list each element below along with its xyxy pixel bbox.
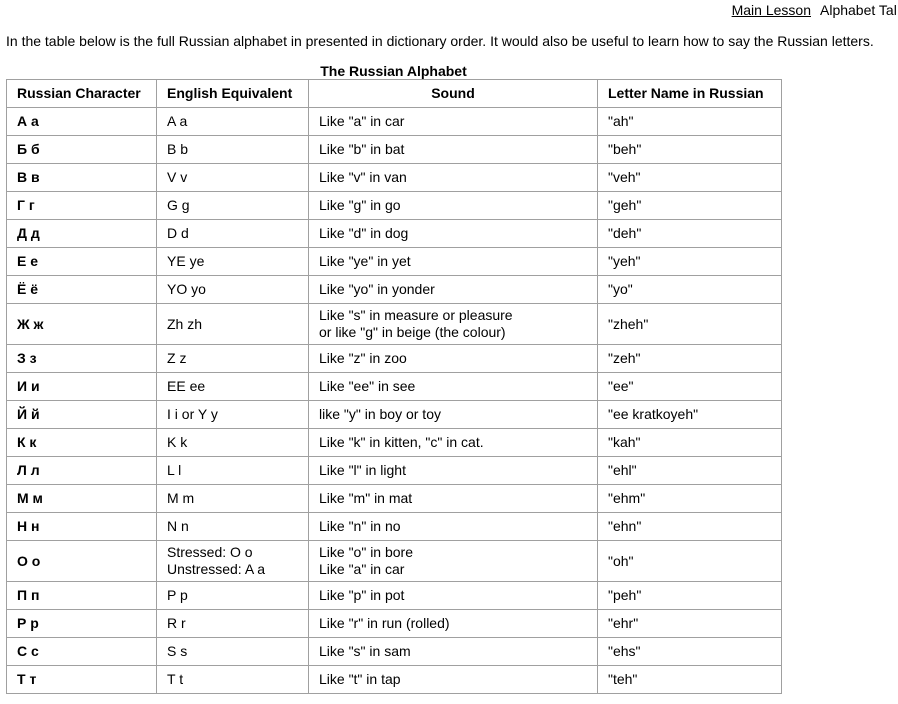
sound-text: Like "z" in zoo xyxy=(319,350,407,366)
sound-text: Like "t" in tap xyxy=(319,671,401,687)
letter-name-cell: "ehs" xyxy=(598,638,782,666)
english-equivalent-cell xyxy=(157,345,309,373)
russian-character-cell: И и xyxy=(7,373,157,401)
sound-text: Like "a" in car xyxy=(319,561,405,577)
table-row xyxy=(7,429,782,457)
letter-name-cell: "yo" xyxy=(598,276,782,304)
letter-name-cell: "teh" xyxy=(598,666,782,694)
english-equivalent-cell xyxy=(157,304,309,345)
letter-name-cell: "ehr" xyxy=(598,610,782,638)
table-header-row xyxy=(7,80,782,108)
english-equivalent-text: Stressed: O o xyxy=(167,544,253,560)
sound-text: Like "a" in car xyxy=(319,113,405,129)
table-row xyxy=(7,582,782,610)
alphabet-table-link-label: Alphabet Tal xyxy=(820,2,897,18)
sound-cell xyxy=(309,666,598,694)
sound-text: like "y" in boy or toy xyxy=(319,406,441,422)
english-equivalent-text: P p xyxy=(167,587,188,603)
english-equivalent-cell xyxy=(157,666,309,694)
english-equivalent-text: V v xyxy=(167,169,188,185)
table-row xyxy=(7,541,782,582)
english-equivalent-text: EE ee xyxy=(167,378,206,394)
sound-text: Like "r" in run (rolled) xyxy=(319,615,450,631)
english-equivalent-cell xyxy=(157,220,309,248)
table-row xyxy=(7,666,782,694)
russian-character-cell: П п xyxy=(7,582,157,610)
english-equivalent-cell xyxy=(157,401,309,429)
english-equivalent-cell xyxy=(157,513,309,541)
table-row xyxy=(7,304,782,345)
table-body xyxy=(7,108,782,694)
russian-alphabet-table xyxy=(6,79,782,694)
english-equivalent-text: Unstressed: A a xyxy=(167,561,266,577)
header-sound: Sound xyxy=(309,80,598,108)
letter-name-cell: "deh" xyxy=(598,220,782,248)
table-row xyxy=(7,248,782,276)
letter-name-cell: "yeh" xyxy=(598,248,782,276)
russian-character-cell: Т т xyxy=(7,666,157,694)
english-equivalent-cell xyxy=(157,457,309,485)
letter-name-cell: "kah" xyxy=(598,429,782,457)
english-equivalent-text: Zh zh xyxy=(167,315,203,332)
table-row xyxy=(7,457,782,485)
sound-text: Like "d" in dog xyxy=(319,225,409,241)
letter-name-cell: "zheh" xyxy=(598,304,782,345)
table-row xyxy=(7,485,782,513)
sound-cell xyxy=(309,276,598,304)
russian-character-cell: Р р xyxy=(7,610,157,638)
table-row xyxy=(7,373,782,401)
sound-text: Like "k" in kitten, "c" in cat. xyxy=(319,434,484,450)
letter-name-cell: "veh" xyxy=(598,164,782,192)
sound-cell xyxy=(309,136,598,164)
table-row xyxy=(7,276,782,304)
sound-text: Like "m" in mat xyxy=(319,490,413,506)
sound-cell xyxy=(309,513,598,541)
english-equivalent-cell xyxy=(157,164,309,192)
sound-cell xyxy=(309,192,598,220)
russian-character-cell: Й й xyxy=(7,401,157,429)
sound-cell xyxy=(309,220,598,248)
english-equivalent-cell xyxy=(157,108,309,136)
sound-cell xyxy=(309,638,598,666)
letter-name-cell: "ehn" xyxy=(598,513,782,541)
sound-cell xyxy=(309,582,598,610)
english-equivalent-text: G g xyxy=(167,197,190,213)
english-equivalent-text: T t xyxy=(167,671,184,687)
english-equivalent-text: B b xyxy=(167,141,189,157)
letter-name-cell: "beh" xyxy=(598,136,782,164)
russian-character-cell: А а xyxy=(7,108,157,136)
header-english-equivalent: English Equivalent xyxy=(157,80,309,108)
sound-text: Like "ye" in yet xyxy=(319,253,411,269)
table-caption: The Russian Alphabet xyxy=(320,63,467,79)
main-lesson-link[interactable]: Main Lesson xyxy=(731,2,811,18)
russian-character-cell: Л л xyxy=(7,457,157,485)
header-letter-name: Letter Name in Russian xyxy=(598,80,782,108)
top-navigation xyxy=(723,1,898,19)
english-equivalent-cell xyxy=(157,610,309,638)
sound-text: Like "s" in measure or pleasure xyxy=(319,307,513,323)
sound-cell xyxy=(309,248,598,276)
letter-name-cell: "ehl" xyxy=(598,457,782,485)
english-equivalent-cell xyxy=(157,136,309,164)
english-equivalent-cell xyxy=(157,638,309,666)
sound-text: Like "b" in bat xyxy=(319,141,405,157)
russian-character-cell: С с xyxy=(7,638,157,666)
english-equivalent-text: K k xyxy=(167,434,188,450)
english-equivalent-cell xyxy=(157,582,309,610)
english-equivalent-cell xyxy=(157,373,309,401)
russian-character-cell: Д д xyxy=(7,220,157,248)
russian-character-cell: О о xyxy=(7,541,157,582)
english-equivalent-text: I i or Y y xyxy=(167,406,218,422)
sound-text: Like "v" in van xyxy=(319,169,407,185)
header-russian-character: Russian Character xyxy=(7,80,157,108)
letter-name-cell: "oh" xyxy=(598,541,782,582)
russian-character-cell: Г г xyxy=(7,192,157,220)
intro-paragraph: In the table below is the full Russian alphabet in presented in dictionary order. It would also be useful to learn how to say the Russian letters. xyxy=(6,33,874,49)
sound-cell xyxy=(309,541,598,582)
letter-name-cell: "peh" xyxy=(598,582,782,610)
sound-text: Like "ee" in see xyxy=(319,378,416,394)
sound-cell xyxy=(309,485,598,513)
english-equivalent-text: S s xyxy=(167,643,188,659)
russian-character-cell: Ж ж xyxy=(7,304,157,345)
sound-text: Like "g" in go xyxy=(319,197,401,213)
sound-text: Like "l" in light xyxy=(319,462,406,478)
english-equivalent-text: D d xyxy=(167,225,189,241)
letter-name-cell: "zeh" xyxy=(598,345,782,373)
english-equivalent-text: YE ye xyxy=(167,253,205,269)
sound-cell xyxy=(309,610,598,638)
english-equivalent-cell xyxy=(157,541,309,582)
table-row xyxy=(7,513,782,541)
sound-cell xyxy=(309,401,598,429)
sound-cell xyxy=(309,108,598,136)
sound-cell xyxy=(309,345,598,373)
table-row xyxy=(7,220,782,248)
table-row xyxy=(7,638,782,666)
table-row xyxy=(7,610,782,638)
sound-text: Like "o" in bore xyxy=(319,544,413,560)
russian-character-cell: Н н xyxy=(7,513,157,541)
sound-cell xyxy=(309,164,598,192)
russian-character-cell: З з xyxy=(7,345,157,373)
english-equivalent-text: YO yo xyxy=(167,281,206,297)
sound-cell xyxy=(309,373,598,401)
sound-text: Like "s" in sam xyxy=(319,643,411,659)
sound-text: Like "p" in pot xyxy=(319,587,405,603)
sound-cell xyxy=(309,429,598,457)
table-row xyxy=(7,136,782,164)
letter-name-cell: "ee" xyxy=(598,373,782,401)
english-equivalent-text: Z z xyxy=(167,350,187,366)
russian-character-cell: К к xyxy=(7,429,157,457)
sound-cell xyxy=(309,304,598,345)
letter-name-cell: "ehm" xyxy=(598,485,782,513)
english-equivalent-text: M m xyxy=(167,490,195,506)
sound-text: Like "n" in no xyxy=(319,518,401,534)
english-equivalent-cell xyxy=(157,192,309,220)
table-row xyxy=(7,401,782,429)
russian-character-cell: Ё ё xyxy=(7,276,157,304)
english-equivalent-cell xyxy=(157,276,309,304)
letter-name-cell: "ah" xyxy=(598,108,782,136)
russian-character-cell: М м xyxy=(7,485,157,513)
english-equivalent-text: L l xyxy=(167,462,182,478)
english-equivalent-cell xyxy=(157,429,309,457)
english-equivalent-cell xyxy=(157,485,309,513)
alphabet-table-link[interactable] xyxy=(820,2,898,18)
sound-text: or like "g" in beige (the colour) xyxy=(319,324,506,340)
russian-character-cell: Б б xyxy=(7,136,157,164)
letter-name-cell: "ee kratkoyeh" xyxy=(598,401,782,429)
sound-cell xyxy=(309,457,598,485)
english-equivalent-text: A a xyxy=(167,113,188,129)
table-row xyxy=(7,345,782,373)
letter-name-cell: "geh" xyxy=(598,192,782,220)
russian-character-cell: В в xyxy=(7,164,157,192)
table-row xyxy=(7,192,782,220)
table-row xyxy=(7,108,782,136)
english-equivalent-cell xyxy=(157,248,309,276)
table-row xyxy=(7,164,782,192)
russian-character-cell: Е е xyxy=(7,248,157,276)
sound-text: Like "yo" in yonder xyxy=(319,281,435,297)
english-equivalent-text: N n xyxy=(167,518,189,534)
english-equivalent-text: R r xyxy=(167,615,186,631)
